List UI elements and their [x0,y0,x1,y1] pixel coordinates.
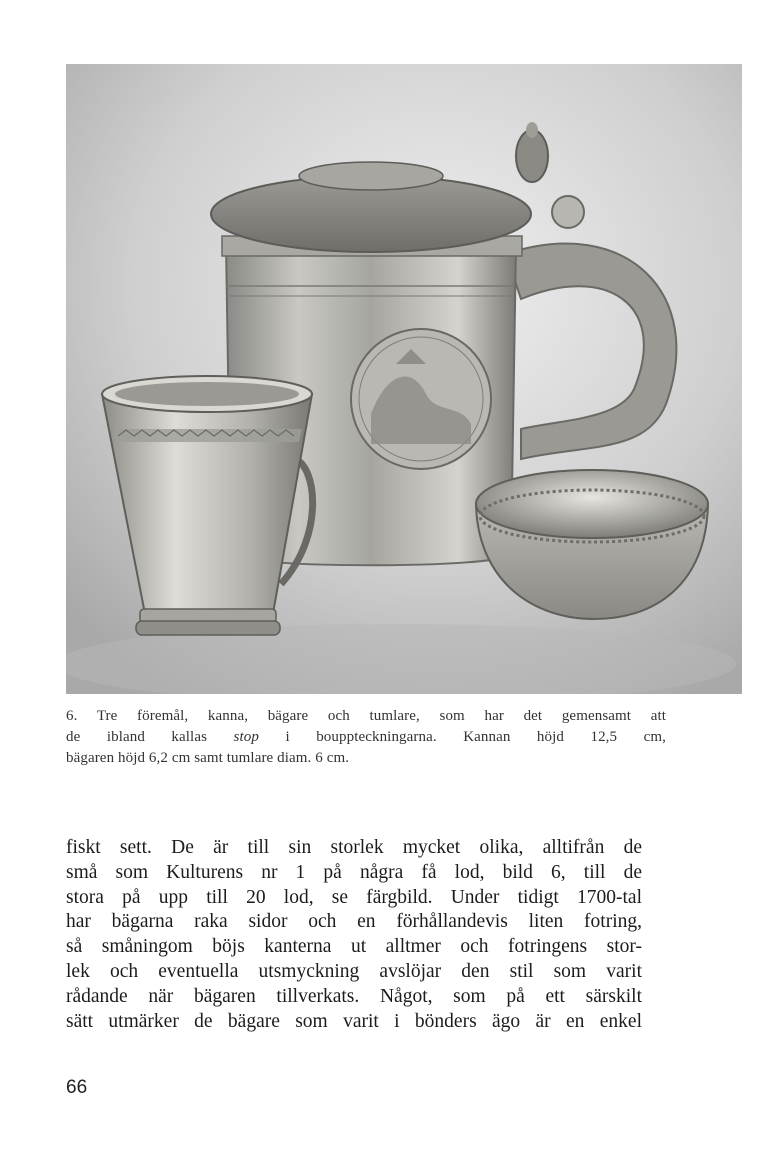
body-line: har bägarna raka sidor och en förhållandevis liten fotring, [66,911,642,933]
photograph-silver-tankard-beaker-bowl [66,64,742,694]
caption-italic-term: stop [233,729,259,745]
caption-line: 6. Tre föremål, kanna, bägare och tumlare, som har det gemensamt att [66,708,666,724]
page-number: 66 [66,1077,88,1098]
body-line: lek och eventuella utsmyckning avslöjar den stil som varit [66,960,642,982]
body-line: stora på upp till 20 lod, se färgbild. Under tidigt 1700-tal [66,886,642,908]
body-line: rådande när bägaren tillverkats. Något, som på ett särskilt [66,985,642,1007]
photo-illustration [66,64,742,694]
caption-line: bägaren höjd 6,2 cm samt tumlare diam. 6 cm. [66,750,350,766]
body-text [66,836,642,1034]
body-line: fiskt sett. De är till sin storlek mycket olika, alltifrån de [66,837,642,858]
caption-line [66,727,666,748]
body-line: sätt utmärker de bägare som varit i bönders ägo är en enkel [66,1010,642,1032]
caption-text: i bouppteckningarna. Kannan höjd 12,5 cm, [285,729,667,745]
body-line: små som Kulturens nr 1 på några få lod, bild 6, till de [66,861,642,883]
caption-text: de ibland kallas [66,729,208,745]
body-line: så småningom böjs kanterna ut alltmer och fotringens stor- [66,936,642,958]
figure-caption [66,706,666,769]
